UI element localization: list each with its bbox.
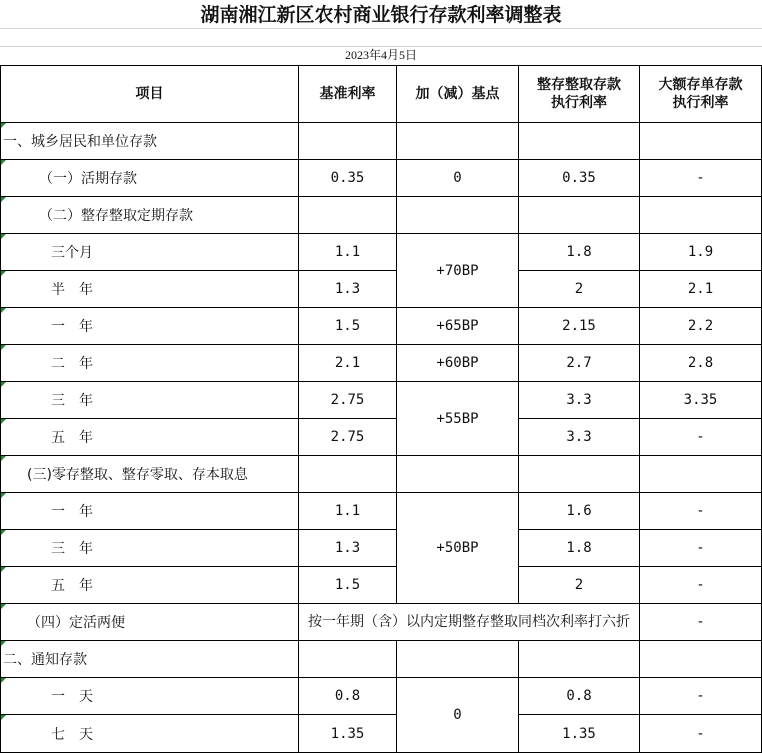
exec-rate-cell[interactable]: 0.8	[519, 678, 640, 715]
large-rate-cell[interactable]: -	[640, 160, 762, 197]
bp-cell[interactable]	[397, 197, 519, 234]
base-rate-cell[interactable]: 1.35	[299, 715, 397, 753]
row-label-text: 一 年	[51, 504, 93, 520]
cell-marker-icon	[1, 271, 6, 276]
row-label[interactable]	[1, 419, 299, 456]
row-label[interactable]	[1, 567, 299, 604]
large-rate-cell[interactable]: -	[640, 604, 762, 641]
row-label[interactable]	[1, 308, 299, 345]
table-row	[1, 123, 762, 160]
table-row	[1, 308, 762, 345]
exec-rate-cell[interactable]: 3.3	[519, 419, 640, 456]
base-rate-cell[interactable]	[299, 456, 397, 493]
base-rate-cell[interactable]: 0.35	[299, 160, 397, 197]
rate-table	[0, 65, 762, 753]
base-rate-cell[interactable]: 2.1	[299, 345, 397, 382]
row-label[interactable]	[1, 160, 299, 197]
header-exec-rate	[519, 66, 640, 123]
row-label-text: 五 年	[51, 578, 93, 594]
base-rate-cell[interactable]: 1.3	[299, 530, 397, 567]
large-rate-cell[interactable]: -	[640, 715, 762, 753]
header-bp-adjust: 加（减）基点	[397, 66, 519, 123]
cell-marker-icon	[1, 493, 6, 498]
cell-marker-icon	[1, 197, 6, 202]
sheet-gridline	[0, 28, 762, 29]
base-rate-cell[interactable]	[299, 123, 397, 160]
large-rate-cell[interactable]: 3.35	[640, 382, 762, 419]
cell-marker-icon	[1, 456, 6, 461]
header-item: 项目	[1, 66, 299, 123]
large-rate-cell[interactable]: -	[640, 419, 762, 456]
table-row	[1, 456, 762, 493]
row-label-text: 一 年	[51, 319, 93, 335]
cell-marker-icon	[1, 715, 6, 720]
row-label[interactable]	[1, 234, 299, 271]
row-label[interactable]	[1, 382, 299, 419]
cell-marker-icon	[1, 567, 6, 572]
table-row	[1, 678, 762, 715]
bp-cell[interactable]: +65BP	[397, 308, 519, 345]
header-large-rate-line1: 大额存单存款	[658, 77, 743, 93]
row-label[interactable]	[1, 641, 299, 678]
header-row	[1, 66, 762, 123]
table-row	[1, 160, 762, 197]
row-label[interactable]	[1, 271, 299, 308]
cell-marker-icon	[1, 530, 6, 535]
row-label-text: （一）活期存款	[39, 171, 137, 187]
row-label-text: 半 年	[51, 282, 93, 298]
row-label-text: 三个月	[51, 245, 93, 261]
row-label[interactable]	[1, 123, 299, 160]
bp-cell[interactable]: +50BP	[397, 493, 519, 604]
table-row	[1, 419, 762, 456]
large-rate-cell[interactable]	[640, 456, 762, 493]
exec-rate-cell[interactable]: 2	[519, 567, 640, 604]
exec-rate-cell[interactable]: 2.15	[519, 308, 640, 345]
bp-cell[interactable]: 0	[397, 678, 519, 753]
dinghuo-note-cell[interactable]: 按一年期（含）以内定期整存整取同档次利率打六折	[299, 604, 640, 641]
table-row	[1, 271, 762, 308]
large-rate-cell[interactable]: 2.8	[640, 345, 762, 382]
cell-marker-icon	[1, 604, 6, 609]
table-row	[1, 715, 762, 753]
sheet-title: 湖南湘江新区农村商业银行存款利率调整表	[200, 4, 562, 26]
exec-rate-cell[interactable]	[519, 123, 640, 160]
exec-rate-cell[interactable]	[519, 197, 640, 234]
large-rate-cell[interactable]	[640, 123, 762, 160]
row-label-text: 二 年	[51, 356, 93, 372]
row-label[interactable]	[1, 530, 299, 567]
table-row	[1, 567, 762, 604]
cell-marker-icon	[1, 419, 6, 424]
table-row	[1, 345, 762, 382]
bp-cell[interactable]: +70BP	[397, 234, 519, 308]
table-row	[1, 493, 762, 530]
row-label-text: 一 天	[51, 689, 93, 705]
cell-marker-icon	[1, 641, 6, 646]
exec-rate-cell[interactable]: 3.3	[519, 382, 640, 419]
row-label[interactable]	[1, 715, 299, 753]
row-label[interactable]	[1, 197, 299, 234]
row-label[interactable]	[1, 493, 299, 530]
exec-rate-cell[interactable]: 2	[519, 271, 640, 308]
large-rate-cell[interactable]: -	[640, 530, 762, 567]
exec-rate-cell[interactable]: 1.6	[519, 493, 640, 530]
effective-date: 2023年4月5日	[344, 48, 417, 62]
table-row	[1, 604, 762, 641]
large-rate-cell[interactable]: 2.1	[640, 271, 762, 308]
row-label-text: 五 年	[51, 430, 93, 446]
exec-rate-cell[interactable]: 1.8	[519, 234, 640, 271]
exec-rate-cell[interactable]: 1.35	[519, 715, 640, 753]
header-exec-rate-line2: 执行利率	[551, 95, 607, 111]
table-row	[1, 530, 762, 567]
header-large-rate-line2: 执行利率	[672, 95, 729, 111]
base-rate-cell[interactable]: 1.5	[299, 567, 397, 604]
large-rate-cell[interactable]: -	[640, 493, 762, 530]
table-row	[1, 197, 762, 234]
large-rate-cell[interactable]	[640, 197, 762, 234]
exec-rate-cell[interactable]	[519, 641, 640, 678]
row-label[interactable]	[1, 678, 299, 715]
cell-marker-icon	[1, 308, 6, 313]
row-label-text: 七 天	[51, 726, 93, 743]
bp-cell[interactable]: +55BP	[397, 382, 519, 456]
row-label[interactable]	[1, 604, 299, 641]
table-row	[1, 234, 762, 271]
base-rate-cell[interactable]: 1.1	[299, 234, 397, 271]
base-rate-cell[interactable]	[299, 641, 397, 678]
large-rate-cell[interactable]: -	[640, 567, 762, 604]
exec-rate-cell[interactable]: 2.7	[519, 345, 640, 382]
base-rate-cell[interactable]: 2.75	[299, 382, 397, 419]
row-label-text: (三)零存整取、整存零取、存本取息	[27, 467, 248, 483]
header-large-rate	[640, 66, 762, 123]
cell-marker-icon	[1, 345, 6, 350]
row-label-text: 三 年	[51, 541, 93, 557]
cell-marker-icon	[1, 160, 6, 165]
bp-cell[interactable]	[397, 641, 519, 678]
large-rate-cell[interactable]	[640, 641, 762, 678]
large-rate-cell[interactable]: -	[640, 678, 762, 715]
base-rate-cell[interactable]: 0.8	[299, 678, 397, 715]
large-rate-cell[interactable]: 1.9	[640, 234, 762, 271]
table-row	[1, 641, 762, 678]
base-rate-cell[interactable]: 1.1	[299, 493, 397, 530]
bp-cell[interactable]: 0	[397, 160, 519, 197]
base-rate-cell[interactable]: 1.5	[299, 308, 397, 345]
cell-marker-icon	[1, 123, 6, 128]
table-row	[1, 382, 762, 419]
large-rate-cell[interactable]: 2.2	[640, 308, 762, 345]
cell-marker-icon	[1, 234, 6, 239]
row-label-text: （二）整存整取定期存款	[39, 208, 193, 224]
base-rate-cell[interactable]	[299, 197, 397, 234]
cell-marker-icon	[1, 678, 6, 683]
row-label-text: 一、城乡居民和单位存款	[3, 134, 157, 150]
row-label[interactable]	[1, 456, 299, 493]
bp-cell[interactable]	[397, 123, 519, 160]
row-label-text: 二、通知存款	[3, 652, 87, 668]
base-rate-cell[interactable]: 2.75	[299, 419, 397, 456]
exec-rate-cell[interactable]	[519, 456, 640, 493]
bp-cell[interactable]: +60BP	[397, 345, 519, 382]
header-exec-rate-line1: 整存整取存款	[537, 77, 621, 93]
row-label-text: （四）定活两便	[27, 615, 125, 631]
row-label[interactable]	[1, 345, 299, 382]
exec-rate-cell[interactable]: 1.8	[519, 530, 640, 567]
exec-rate-cell[interactable]: 0.35	[519, 160, 640, 197]
cell-marker-icon	[1, 382, 6, 387]
header-base-rate: 基准利率	[299, 66, 397, 123]
row-label-text: 三 年	[51, 393, 93, 409]
base-rate-cell[interactable]: 1.3	[299, 271, 397, 308]
bp-cell[interactable]	[397, 456, 519, 493]
